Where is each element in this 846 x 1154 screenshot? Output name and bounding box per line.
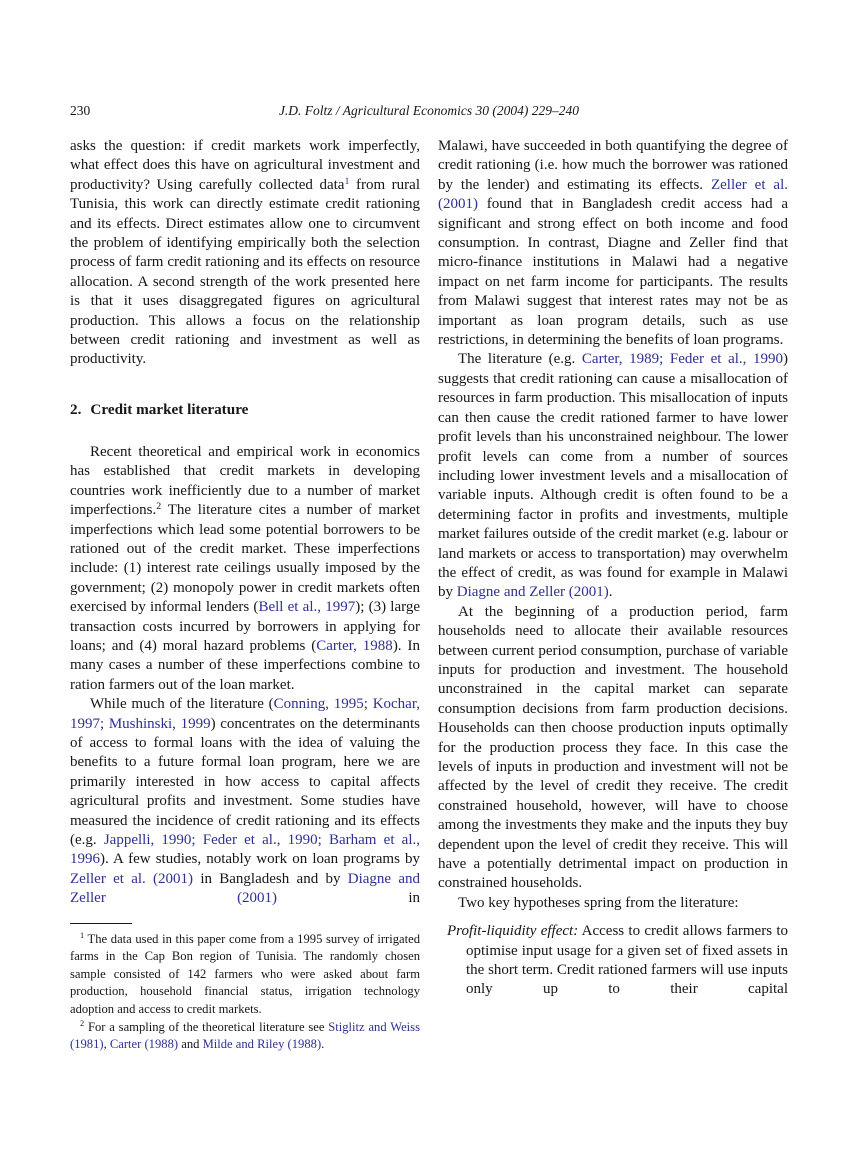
- text-segment: and: [178, 1037, 203, 1052]
- text-segment: For a sampling of the theoretical literature see: [84, 1019, 329, 1034]
- text-segment: .: [321, 1037, 325, 1052]
- citation-link[interactable]: Diagne and Zeller (2001): [70, 870, 421, 907]
- paragraph-misallocation: [438, 350, 788, 602]
- citation-link[interactable]: Stiglitz and Weiss (1981): [70, 1019, 420, 1052]
- paragraph-intro-continuation: [70, 137, 420, 370]
- text-segment: ); (3) large transaction costs incurred by borrowers in applying for loans; and (4) moral hazard problems (: [70, 599, 420, 654]
- journal-running-title: J.D. Foltz / Agricultural Economics 30 (2004) 229–240: [278, 103, 580, 118]
- paragraph-credit-imperfections: [70, 443, 420, 695]
- paragraph-production-period: [438, 603, 788, 894]
- section-heading: [70, 401, 420, 419]
- footnote-marker: 2: [156, 501, 162, 513]
- citation-link[interactable]: Milde and Riley (1988): [202, 1037, 322, 1052]
- citation-link[interactable]: Diagne and Zeller (2001): [456, 584, 609, 601]
- running-header: [70, 103, 788, 119]
- text-segment: from rural Tunisia, this work can directly estimate credit rationing and its effects. Direct estimates allow one to circumvent the problem of identifying empirically both the selection process of farm credit rationing and its effects on resource allocation. A second strength of the work presented here is that it uses disaggregated figures on agricultural production. This allows a focus on the relationship between credit rationing and investment as well as productivity.: [70, 176, 420, 368]
- text-segment: ) suggests that credit rationing can cause a misallocation of resources in farm production. This misallocation of inputs can then cause the credit rationed farmer to have lower profit levels than his unconstrained neighbour. The lower profit levels can come from a number of sources including lower investment levels and a misallocation of variable inputs. Although credit is often found to be a determining factor in profits and investments, multiple market failures outside of the credit market (e.g. labour or land markets or access to transportation) may overwhelm the effect of credit, as was found for example in Malawi by: [438, 351, 788, 601]
- text-segment: ). A few studies, notably work on loan programs by: [100, 851, 420, 868]
- citation-link[interactable]: Zeller et al. (2001): [70, 870, 194, 887]
- text-segment: The literature (e.g.: [458, 351, 582, 368]
- citation-link[interactable]: Carter, 1988: [316, 637, 393, 654]
- text-segment: At the beginning of a production period, farm households need to allocate their available resources between current period consumption, purchase of variable inputs for production and investment. The household unconstrained in the capital market can separate consumption decisions from farm production decisions. Households can then choose production inputs optimally for the production process they face. In this case the levels of inputs in production and investment will not be affected by the level of credit they receive. The credit constrained household, however, will have to choose among the investments they make and the inputs they buy dependent upon the level of credit they receive. This will have a potentially detrimental impact on production in constrained households.: [438, 603, 788, 892]
- footnotes-section: [70, 923, 420, 1054]
- section-number: 2.: [70, 400, 82, 418]
- left-column: [70, 137, 420, 1054]
- citation-link[interactable]: Carter, 1989; Feder et al., 1990: [581, 351, 783, 368]
- text-segment: in Bangladesh and by: [193, 870, 348, 887]
- footnote-divider: [70, 923, 132, 924]
- emphasis-text: Profit-liquidity effect:: [447, 923, 579, 940]
- citation-link[interactable]: Bell et al., 1997: [258, 599, 356, 616]
- text-segment: The literature cites a number of market imperfections which lead some potential borrowers to be rationed out of the credit market. These imperfections include: (1) interest rate ceilings usually imposed by the government; (2) monopoly power in credit markets often exercised by informal lenders (: [70, 502, 420, 616]
- paragraph-two-hypotheses: [438, 894, 788, 913]
- footnote-2: [70, 1019, 420, 1054]
- citation-link[interactable]: Carter (1988): [109, 1037, 179, 1052]
- text-segment: .: [608, 584, 613, 601]
- footnote-marker: 2: [80, 1019, 85, 1029]
- citation-link[interactable]: Zeller et al. (2001): [438, 176, 788, 213]
- text-segment: Two key hypotheses spring from the literature:: [458, 894, 739, 911]
- citation-link[interactable]: Conning, 1995; Kochar, 1997; Mushinski, 1999: [70, 696, 420, 732]
- text-segment: Access to credit allows farmers to optimise input usage for a given set of fixed assets in the short term. Credit rationed farmers will use inputs only up to their capital: [466, 923, 789, 998]
- section-title: Credit market literature: [90, 400, 249, 418]
- text-segment: Recent theoretical and empirical work in economics has established that credit markets in developing countries work inefficiently due to a number of market imperfections.: [70, 443, 420, 519]
- right-column: [438, 137, 788, 1000]
- footnote-ref-link[interactable]: 1: [344, 175, 350, 187]
- footnote-marker: 1: [80, 931, 85, 941]
- paragraph-malawi-continuation: [438, 137, 788, 350]
- text-segment: ). In many cases a number of these imperfections combine to ration farmers out of the loan market.: [70, 637, 420, 693]
- text-segment: The data used in this paper come from a 1995 survey of irrigated farms in the Cap Bon region of Tunisia. The randomly chosen sample consisted of 142 farmers who were asked about farm production, household financial status, irrigation technology adoption and access to credit markets.: [70, 931, 420, 1016]
- text-segment: While much of the literature (: [90, 696, 274, 713]
- list-item-profit-liquidity-effect: [438, 922, 788, 1000]
- text-segment: ,: [103, 1037, 110, 1052]
- paragraph-literature-focus: [70, 695, 420, 908]
- text-segment: found that in Bangladesh credit access had a significant and strong effect on both income and food consumption. In contrast, Diagne and Zeller find that micro-finance institutions in Malawi had a negative impact on net farm income for participants. The results from Malawi suggest that interest rates may not be as important as loan program details, such as use restrictions, in determining the benefits of loan programs.: [438, 196, 788, 349]
- text-segment: Malawi, have succeeded in both quantifying the degree of credit rationing (i.e. how much the borrower was rationed by the lender) and estimating its effects.: [438, 138, 788, 193]
- page-number: 230: [70, 103, 91, 118]
- citation-link[interactable]: Jappelli, 1990; Feder et al., 1990; Barham et al., 1996: [70, 832, 420, 868]
- text-segment: in: [277, 890, 420, 907]
- text-segment: ) concentrates on the determinants of access to formal loans with the idea of valuing the benefits to a future formal loan program, here we are primarily interested in how access to capital affects agricultural profits and investment. Some studies have measured the incidence of credit rationing and its effects (e.g.: [70, 715, 420, 848]
- text-segment: asks the question: if credit markets work imperfectly, what effect does this have on agricultural investment and productivity? Using carefully collected data: [70, 138, 420, 193]
- footnote-1: [70, 931, 420, 1019]
